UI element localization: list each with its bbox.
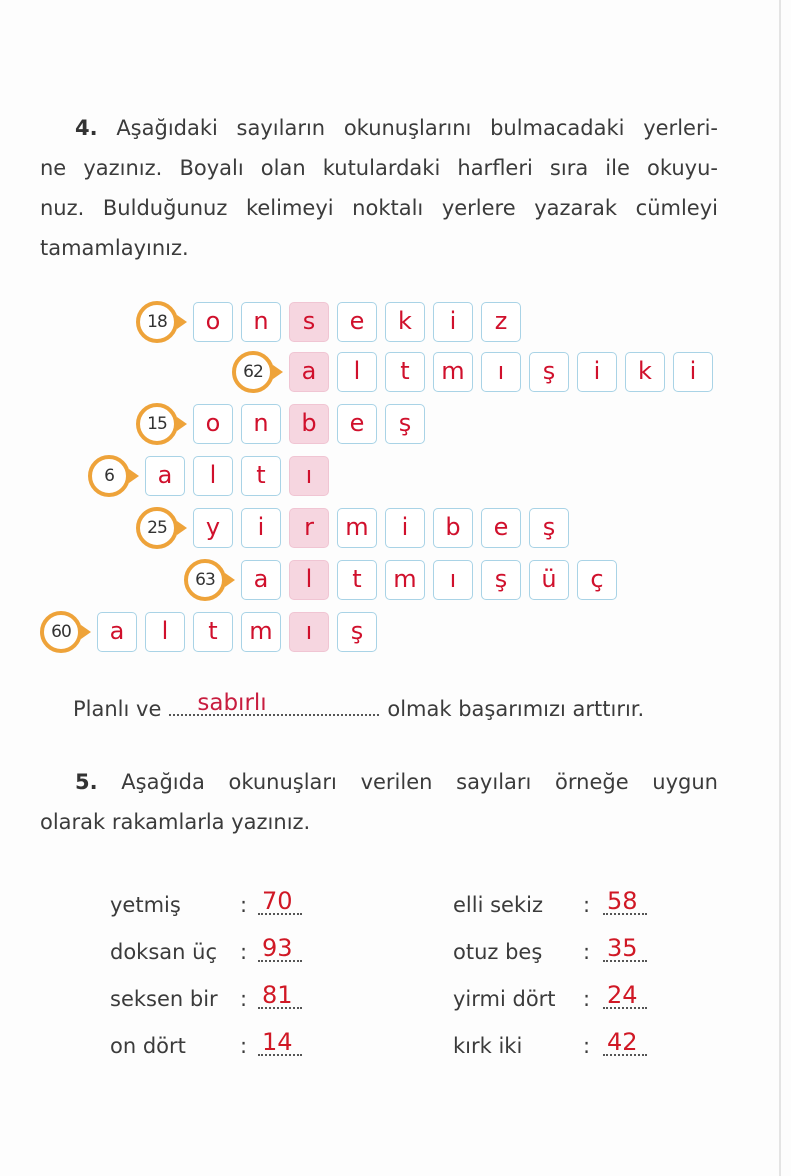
answer-number: 81 xyxy=(262,981,293,1009)
answer-blank[interactable] xyxy=(258,1030,302,1056)
highlighted-letter-box[interactable]: l xyxy=(289,560,329,600)
instruction-line: nuz. Bulduğunuz kelimeyi noktalı yerlere yazarak cümleyi xyxy=(40,196,718,220)
colon: : xyxy=(583,1034,591,1058)
letter-box[interactable]: y xyxy=(193,508,233,548)
highlighted-letter-box[interactable]: r xyxy=(289,508,329,548)
answer-number: 58 xyxy=(607,887,638,915)
number-word: on dört xyxy=(110,1034,186,1058)
letter-box[interactable]: a xyxy=(145,456,185,496)
number-word: doksan üç xyxy=(110,940,217,964)
instruction-line: Aşağıdaki sayıların okunuşlarını bulmacadaki yerleri- xyxy=(116,116,718,140)
letter-box[interactable]: t xyxy=(337,560,377,600)
letter-box[interactable]: ş xyxy=(337,612,377,652)
answer-number: 35 xyxy=(607,934,638,962)
letter-box[interactable]: ü xyxy=(529,560,569,600)
letter-box[interactable]: a xyxy=(241,560,281,600)
colon: : xyxy=(583,893,591,917)
answer-blank[interactable] xyxy=(603,889,647,915)
letter-box[interactable]: i xyxy=(385,508,425,548)
instruction-line: olarak rakamlarla yazınız. xyxy=(40,810,311,834)
letter-box[interactable]: ş xyxy=(529,508,569,548)
number-badge: 6 xyxy=(88,455,130,497)
number-badge: 25 xyxy=(136,507,178,549)
sentence-end: olmak başarımızı arttırır. xyxy=(387,697,645,721)
letter-box[interactable]: n xyxy=(241,404,281,444)
colon: : xyxy=(240,1034,248,1058)
arrow-pointer-icon xyxy=(129,469,139,483)
number-badge: 18 xyxy=(136,301,178,343)
answer-text: sabırlı xyxy=(197,690,267,716)
arrow-pointer-icon xyxy=(225,573,235,587)
instruction-line: ne yazınız. Boyalı olan kutulardaki harfleri sıra ile okuyu- xyxy=(40,156,718,180)
number-word: seksen bir xyxy=(110,987,218,1011)
letter-box[interactable]: ş xyxy=(385,404,425,444)
answer-blank[interactable] xyxy=(258,936,302,962)
letter-box[interactable]: k xyxy=(385,302,425,342)
arrow-pointer-icon xyxy=(177,315,187,329)
letter-box[interactable]: m xyxy=(433,352,473,392)
letter-box[interactable]: o xyxy=(193,302,233,342)
page-edge xyxy=(779,0,781,1176)
letter-box[interactable]: t xyxy=(193,612,233,652)
number-word: yetmiş xyxy=(110,893,181,917)
answer-blank[interactable] xyxy=(258,889,302,915)
number-word: kırk iki xyxy=(453,1034,523,1058)
number-word: otuz beş xyxy=(453,940,543,964)
letter-box[interactable]: ı xyxy=(481,352,521,392)
letter-box[interactable]: e xyxy=(337,404,377,444)
answer-number: 42 xyxy=(607,1028,638,1056)
letter-box[interactable]: a xyxy=(97,612,137,652)
letter-box[interactable]: z xyxy=(481,302,521,342)
letter-box[interactable]: t xyxy=(241,456,281,496)
letter-box[interactable]: i xyxy=(673,352,713,392)
answer-number: 14 xyxy=(262,1028,293,1056)
number-word: elli sekiz xyxy=(453,893,543,917)
number-badge: 63 xyxy=(184,559,226,601)
letter-box[interactable]: l xyxy=(337,352,377,392)
letter-box[interactable]: ş xyxy=(481,560,521,600)
highlighted-letter-box[interactable]: ı xyxy=(289,612,329,652)
instruction-line: Aşağıda okunuşları verilen sayıları örneğe uygun xyxy=(121,770,718,794)
number-badge: 15 xyxy=(136,403,178,445)
answer-blank[interactable] xyxy=(603,1030,647,1056)
letter-box[interactable]: t xyxy=(385,352,425,392)
letter-box[interactable]: l xyxy=(145,612,185,652)
letter-box[interactable]: m xyxy=(337,508,377,548)
section4-number: 4. xyxy=(75,116,98,140)
letter-box[interactable]: e xyxy=(481,508,521,548)
colon: : xyxy=(583,987,591,1011)
letter-box[interactable]: ç xyxy=(577,560,617,600)
section4-instructions xyxy=(40,108,718,268)
letter-box[interactable]: m xyxy=(241,612,281,652)
letter-box[interactable]: l xyxy=(193,456,233,496)
letter-box[interactable]: n xyxy=(241,302,281,342)
letter-box[interactable]: k xyxy=(625,352,665,392)
answer-blank[interactable] xyxy=(603,983,647,1009)
colon: : xyxy=(240,893,248,917)
letter-box[interactable]: i xyxy=(577,352,617,392)
highlighted-letter-box[interactable]: b xyxy=(289,404,329,444)
letter-box[interactable]: b xyxy=(433,508,473,548)
colon: : xyxy=(583,940,591,964)
answer-number: 70 xyxy=(262,887,293,915)
arrow-pointer-icon xyxy=(177,521,187,535)
highlighted-letter-box[interactable]: ı xyxy=(289,456,329,496)
answer-blank[interactable] xyxy=(258,983,302,1009)
sentence-start: Planlı ve xyxy=(73,697,162,721)
colon: : xyxy=(240,940,248,964)
answer-number: 93 xyxy=(262,934,293,962)
letter-box[interactable]: i xyxy=(241,508,281,548)
letter-box[interactable]: ı xyxy=(433,560,473,600)
completion-sentence xyxy=(73,690,645,721)
arrow-pointer-icon xyxy=(273,365,283,379)
number-badge: 62 xyxy=(232,351,274,393)
colon: : xyxy=(240,987,248,1011)
highlighted-letter-box[interactable]: s xyxy=(289,302,329,342)
letter-box[interactable]: ş xyxy=(529,352,569,392)
letter-box[interactable]: i xyxy=(433,302,473,342)
arrow-pointer-icon xyxy=(177,417,187,431)
section5-number: 5. xyxy=(75,770,98,794)
letter-box[interactable]: e xyxy=(337,302,377,342)
section5-instructions xyxy=(40,762,718,842)
number-word: yirmi dört xyxy=(453,987,556,1011)
letter-box[interactable]: m xyxy=(385,560,425,600)
answer-blank[interactable] xyxy=(603,936,647,962)
answer-number: 24 xyxy=(607,981,638,1009)
instruction-line: tamamlayınız. xyxy=(40,236,189,260)
highlighted-letter-box[interactable]: a xyxy=(289,352,329,392)
answer-blank[interactable] xyxy=(169,690,379,716)
number-badge: 60 xyxy=(40,611,82,653)
letter-box[interactable]: o xyxy=(193,404,233,444)
arrow-pointer-icon xyxy=(81,625,91,639)
